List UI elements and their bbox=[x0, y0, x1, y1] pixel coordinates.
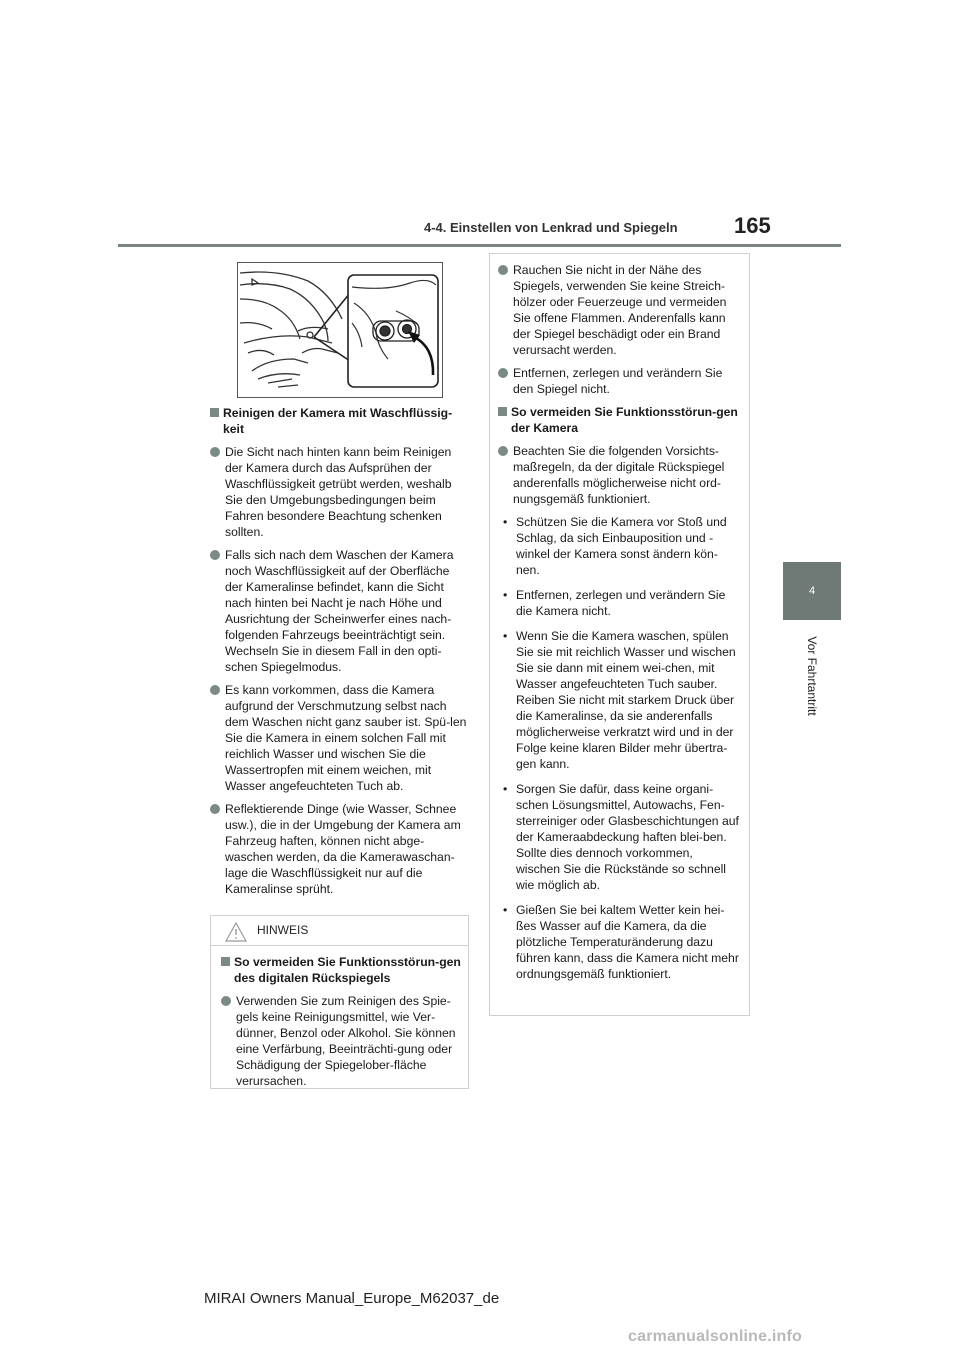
bullet-dot-icon bbox=[498, 265, 508, 275]
header-divider bbox=[118, 244, 841, 247]
sub-list-item: • Entfernen, zerlegen und verändern Sie die Kamera nicht. bbox=[503, 588, 726, 618]
sub-list-item: • Sorgen Sie dafür, dass keine organi-schen Lösungsmittel, Autowachs, Fen-sterreiniger oder Glasbeschichtungen auf der Kameraabdeckung haften blei-ben. Sollte dies dennoch vorkommen, wischen Sie die Rückstände so schnell wie möglich ab. bbox=[503, 782, 739, 892]
car-rear-camera-drawing bbox=[238, 263, 443, 398]
notice-body bbox=[211, 946, 468, 1089]
notice-box bbox=[210, 915, 469, 1089]
right-column-notice-continued bbox=[489, 253, 750, 1016]
section-title: 4-4. Einstellen von Lenkrad und Spiegeln bbox=[424, 220, 678, 235]
watermark: carmanualsonline.info bbox=[628, 1328, 803, 1345]
chapter-label: Vor Fahrtantritt bbox=[805, 636, 819, 716]
rear-camera-illustration bbox=[237, 262, 443, 398]
list-item: Falls sich nach dem Waschen der Kamera noch Waschflüssigkeit auf der Oberfläche der Kameralinse befindet, kann die Sicht nach hinten bei Nacht je nach Höhe und Ausrichtung der Scheinwerfer eines nach-folgenden Fahrzeugs beeinträchtigt sein. Wechseln Sie in diesem Fall in den opti-schen Spiegelmodus. bbox=[210, 547, 468, 675]
notice-heading: So vermeiden Sie Funktionsstörun-gen des digitalen Rückspiegels bbox=[221, 954, 462, 986]
bullet-dot-icon bbox=[210, 550, 220, 560]
section-heading-camera-malfunction: So vermeiden Sie Funktionsstörun-gen der Kamera bbox=[498, 404, 739, 436]
bullet-dot-icon bbox=[498, 368, 508, 378]
sub-list-item: • Wenn Sie die Kamera waschen, spülen Sie sie mit reichlich Wasser und wischen Sie sie dann mit einem wei-chen, mit Wasser angefeuchteten Tuch sauber. Reiben Sie nicht mit starkem Druck über die Kameralinse, da sie anderenfalls möglicherweise verkratzt wird und in der Folge keine klaren Bilder mehr übertra-gen kann. bbox=[503, 629, 736, 771]
list-item: Beachten Sie die folgenden Vorsichts-maßregeln, da der digitale Rückspiegel anderenfalls möglicherweise nicht ord-nungsgemäß funktioniert. bbox=[498, 443, 739, 507]
page-number: 165 bbox=[734, 213, 771, 238]
warning-triangle-icon bbox=[225, 922, 247, 942]
list-item: Es kann vorkommen, dass die Kamera aufgrund der Verschmutzung selbst nach dem Waschen nicht ganz sauber ist. Spü-len Sie die Kamera in einem solchen Fall mit reichlich Wasser und wischen Sie die Wassertropfen mit einem weichen, mit Wasser angefeuchteten Tuch ab. bbox=[210, 682, 468, 794]
footer-document-id: MIRAI Owners Manual_Europe_M62037_de bbox=[204, 1290, 500, 1307]
list-item: Verwenden Sie zum Reinigen des Spie-gels keine Reinigungsmittel, wie Ver-dünner, Benzol oder Alkohol. Sie können eine Verfärbung, Beeinträchti-gung oder Schädigung der Spiegelober-fläche verursachen. bbox=[221, 993, 462, 1089]
bullet-dot-icon bbox=[221, 996, 231, 1006]
list-item: Reflektierende Dinge (wie Wasser, Schnee usw.), die in der Umgebung der Kamera am Fahrzeug haften, können nicht abge-waschen werden, da die Kamerawaschan-lage die Waschflüssigkeit nur auf die Kameralinse sprüht. bbox=[210, 801, 468, 897]
section-heading-camera-washing: Reinigen der Kamera mit Waschflüssig-keit bbox=[210, 405, 468, 437]
chapter-tab: 4 bbox=[783, 562, 841, 620]
bullet-dot-icon bbox=[210, 804, 220, 814]
notice-title: HINWEIS bbox=[257, 923, 309, 937]
list-item: Entfernen, zerlegen und verändern Sie den Spiegel nicht. bbox=[498, 365, 739, 397]
left-column bbox=[210, 405, 468, 904]
sub-list-item: • Gießen Sie bei kaltem Wetter kein hei-ßes Wasser auf die Kamera, da die plötzliche Temperaturänderung dazu führen kann, dass die Kamera nicht mehr ordnungsgemäß funktioniert. bbox=[503, 903, 739, 981]
bullet-dot-icon bbox=[210, 685, 220, 695]
notice-header bbox=[211, 916, 468, 946]
list-item: Die Sicht nach hinten kann beim Reinigen der Kamera durch das Aufsprühen der Waschflüssigkeit getrübt werden, weshalb Sie den Umgebungsbedingungen beim Fahren besondere Beachtung schenken sollten. bbox=[210, 444, 468, 540]
list-item: Rauchen Sie nicht in der Nähe des Spiegels, verwenden Sie keine Streich-hölzer oder Feuerzeuge und vermeiden Sie offene Flammen. Anderenfalls kann der Spiegel beschädigt oder ein Brand verursacht werden. bbox=[498, 262, 739, 358]
sub-list-item: • Schützen Sie die Kamera vor Stoß und Schlag, da sich Einbauposition und -winkel der Kamera sonst ändern kön-nen. bbox=[503, 515, 727, 577]
bullet-dot-icon bbox=[210, 447, 220, 457]
bullet-dot-icon bbox=[498, 446, 508, 456]
